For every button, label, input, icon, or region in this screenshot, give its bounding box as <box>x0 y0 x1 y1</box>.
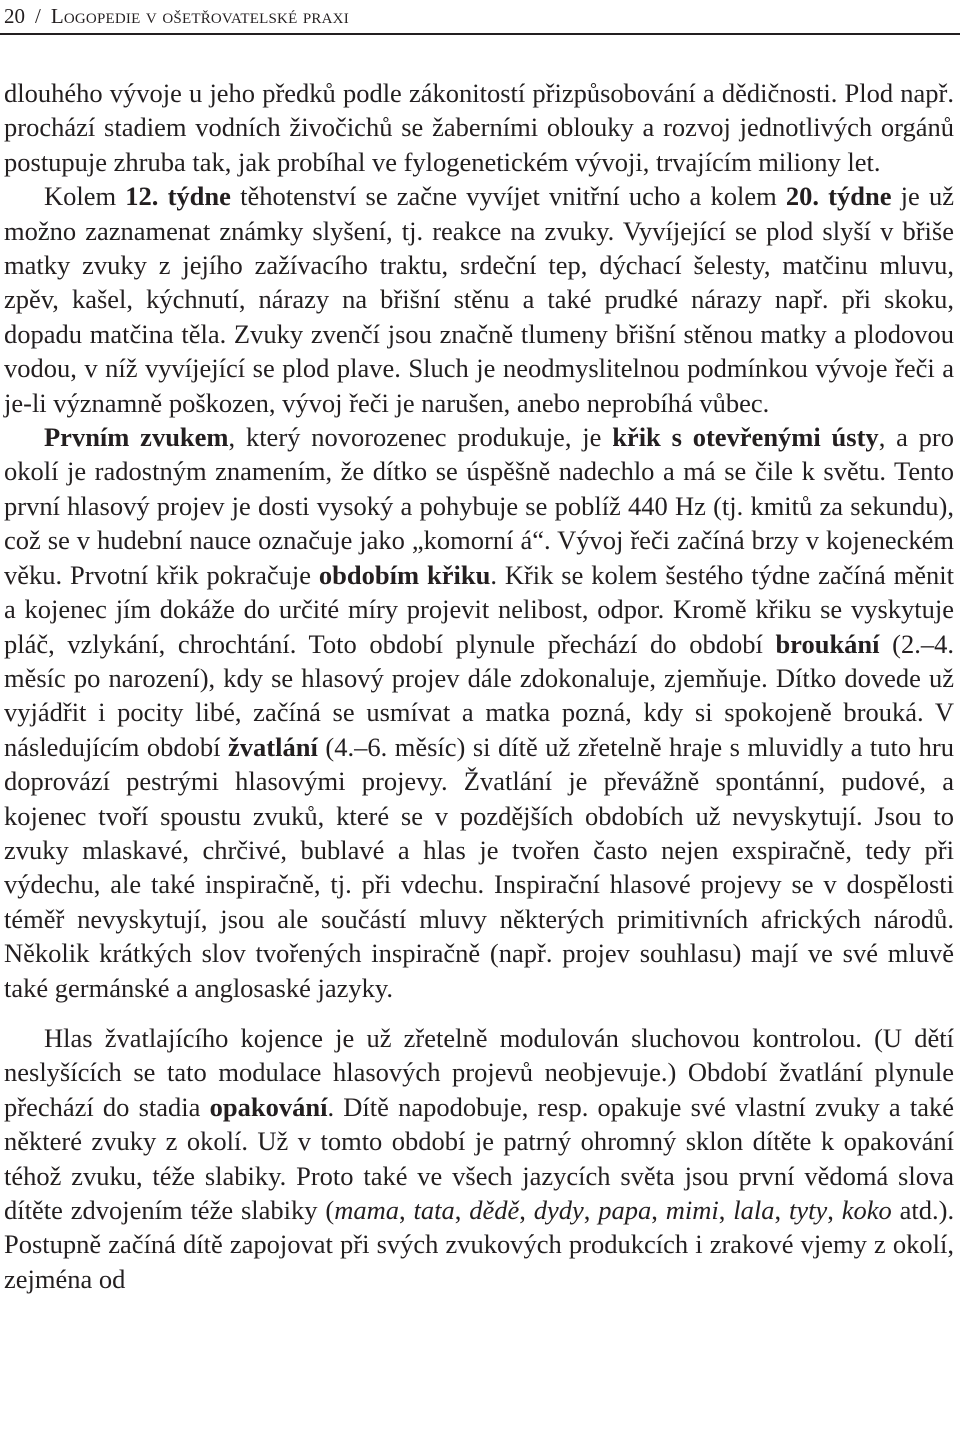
header-separator: / <box>35 4 41 28</box>
italic-word: mama <box>334 1195 399 1225</box>
text-run: , <box>718 1195 734 1225</box>
text-run: , <box>519 1195 534 1225</box>
text-run: . Dítě napodobuje, resp. opakuje své vlastní zvuky a také některé zvuky z okolí. Už v tomto období je patrný ohromný sklon dítěte k opakování téhož zvuku, téže slabiky. Proto také ve všech jazycích světa jsou první vědomá slova dítěte zdvojením téže slabiky ( <box>4 1091 954 1225</box>
italic-word: mimi <box>665 1195 719 1225</box>
bold-term: křik s otevřenými ústy <box>612 422 879 453</box>
paragraph <box>4 76 954 179</box>
bold-term: obdobím křiku <box>318 559 491 590</box>
text-run: Hlas žvatlajícího kojence je už zřetelně modulován sluchovou kontrolou. (U dětí neslyšících se tato modulace hlasových projevů neobjevuje.) Období žvatlání plynule přechází do stadia <box>4 1022 954 1122</box>
text-run: , <box>583 1195 599 1225</box>
text-run: (4.–6. měsíc) si dítě už zřetelně hraje s mluvidly a tuto hru doprovází pestrými hlasovými projevy. Žvatlání je převážně spontánní, pudové, a kojenec tvoří spoustu zvuků, které se v pozdějších obdobích už nevyskytují. Jsou to zvuky mlaskavé, chrčivé, bublavé a hlas je tvořen často nejen exspiračně, tedy při výdechu, ale také inspiračně, tj. při vdechu. Inspirační hlasové projevy se v dospělosti téměř nevyskytují, jsou ale součástí mluvy některých primitivních afrických národů. Několik krátkých slov tvořených inspiračně (např. projev souhlasu) mají ve své mluvě také germánské a anglosaské jazyky. <box>4 731 954 1003</box>
text-run: , <box>651 1195 666 1225</box>
bold-term: 12. týdne <box>125 181 231 212</box>
text-run: je už možno zaznamenat známky slyšení, tj. reakce na zvuky. Vyvíjející se plod slyší v břiše matky zvuky z jejího zažívacího traktu, srdeční tep, dýchací šelesty, matčinu mluvu, zpěv, kašel, kýchnutí, nárazy na břišní stěnu a také prudké nárazy např. při skoku, dopadu matčina těla. Zvuky zvenčí jsou značně tlumeny břišní stěnou matky a plodovou vodou, v níž vyvíjející se plod plave. Sluch je neodmyslitelnou podmínkou vývoje řeči a je-li významně poškozen, vývoj řeči je narušen, anebo neprobíhá vůbec. <box>4 181 954 418</box>
text-run: , <box>454 1195 470 1225</box>
text-run: těhotenství se začne vyvíjet vnitřní ucho a kolem <box>230 181 786 212</box>
text-run: Kolem <box>44 181 126 212</box>
italic-word: tyty <box>789 1195 828 1225</box>
italic-word: dědě <box>469 1195 520 1225</box>
body-text <box>4 76 954 1296</box>
bold-term: opakování <box>209 1091 328 1122</box>
text-run: , a pro okolí je radostným znamením, že dítko se úspěšně nadechlo a má se čile k světu. Tento první hlasový projev je dosti vysoký a pohybuje se poblíž 440 Hz (tj. kmitů za sekundu), což se v hudební nauce označuje jako „komorní á“. Vývoj řeči začíná brzy v kojeneckém věku. Prvotní křik pokračuje <box>4 422 955 590</box>
bold-term: žvatlání <box>228 731 318 762</box>
italic-word: tata <box>413 1195 455 1225</box>
text-run: , <box>827 1195 842 1225</box>
bold-term: 20. týdne <box>785 181 892 212</box>
text-run: (2.–4. měsíc po narození), kdy se hlasový projev dále zdokonaluje, zjemňuje. Dítko dovede už vyjádřit i pocity libé, začíná se usmívat a matka pozná, kdy si spokojeně brouká. V následujícím období <box>4 628 955 762</box>
running-header <box>4 2 349 30</box>
italic-word: lala <box>733 1195 775 1225</box>
text-run: , <box>774 1195 790 1225</box>
paragraph <box>4 420 954 1005</box>
paragraph-gap <box>4 1005 954 1021</box>
italic-word: papa <box>598 1195 652 1225</box>
paragraph <box>4 1021 954 1296</box>
running-title: Logopedie v ošetřovatelské praxi <box>50 4 349 28</box>
paragraph <box>4 179 954 420</box>
bold-term: Prvním zvukem <box>44 422 229 453</box>
italic-word: koko <box>841 1195 892 1225</box>
text-run: dlouhého vývoje u jeho předků podle zákonitostí přizpůsobování a dědičnosti. Plod např. prochází stadiem vodních živočichů se žaberními oblouky a rozvoj jednotlivých orgánů postupuje zhruba tak, jak probíhal ve fylogenetickém vývoji, trvajícím miliony let. <box>4 78 954 177</box>
italic-word: dydy <box>533 1195 584 1225</box>
page-number: 20 <box>4 4 25 28</box>
text-run: , <box>398 1195 414 1225</box>
text-run: . Křik se kolem šestého týdne začíná měnit a kojenec jím dokáže do určité míry projevit nelibost, odpor. Kromě křiku se vyskytuje pláč, vzlykání, chrochtání. Toto období plynule přechází do období <box>4 559 954 659</box>
text-run: , který novorozenec produkuje, je <box>228 422 613 453</box>
bold-term: broukání <box>775 628 880 659</box>
header-rule <box>0 33 960 35</box>
text-run: atd.). Postupně začíná dítě zapojovat při svých zvukových produkcích i zrakové vjemy z okolí, zejména od <box>4 1195 955 1294</box>
